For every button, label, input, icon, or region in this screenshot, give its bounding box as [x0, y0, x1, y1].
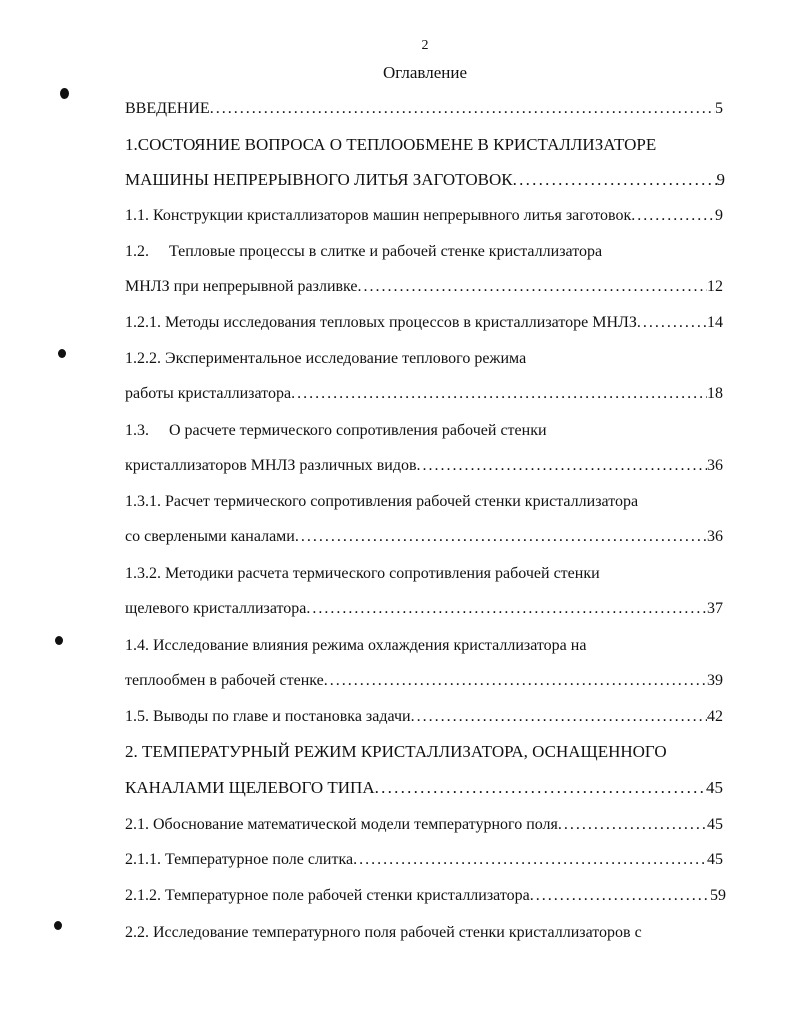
leader-dots — [411, 708, 707, 726]
toc-entry: 1.СОСТОЯНИЕ ВОПРОСА О ТЕПЛООБМЕНЕ В КРИСТАЛЛИЗАТОРЕ — [125, 135, 657, 154]
toc-entry: 1.3. О расчете термического сопротивления рабочей стенки — [125, 422, 547, 439]
scan-speck — [54, 921, 62, 930]
toc-entry — [125, 385, 723, 403]
toc-entry: 1.4. Исследование влияния режима охлаждения кристаллизатора на — [125, 637, 587, 654]
toc-entry-page: 14 — [707, 314, 723, 331]
toc-entry-text: ВВЕДЕНИЕ — [125, 100, 210, 117]
toc-entry — [125, 708, 723, 726]
toc-title: Оглавление — [383, 63, 467, 82]
toc-entry — [125, 816, 723, 834]
toc-entry — [125, 672, 723, 690]
toc-entry — [125, 100, 723, 118]
toc-entry-page: 59 — [710, 887, 726, 904]
toc-entry-text: 2.1.1. Температурное поле слитка — [125, 851, 354, 868]
toc-entry — [125, 278, 723, 296]
toc-entry-page: 36 — [707, 528, 723, 545]
toc-entry-text: 2.1.2. Температурное поле рабочей стенки кристаллизатора — [125, 887, 530, 904]
toc-entry-page: 12 — [707, 278, 723, 295]
scan-speck — [58, 349, 66, 358]
page-number: 2 — [421, 38, 429, 53]
leader-dots — [353, 851, 707, 869]
leader-dots — [210, 100, 715, 118]
toc-entry-page: 37 — [707, 600, 723, 617]
toc-entry — [125, 170, 725, 190]
leader-dots — [558, 816, 707, 834]
toc-entry: 1.2. Тепловые процессы в слитке и рабочей стенке кристаллизатора — [125, 243, 603, 260]
toc-entry-page: 9 — [715, 207, 723, 224]
toc-entry-text: 1.2.1. Методы исследования тепловых процессов в кристаллизаторе МНЛЗ — [125, 314, 637, 331]
toc-entry-text: КАНАЛАМИ ЩЕЛЕВОГО ТИПА — [125, 778, 375, 797]
leader-dots — [291, 385, 707, 403]
toc-entry — [125, 528, 723, 546]
toc-entry — [125, 778, 723, 798]
leader-dots — [530, 887, 710, 905]
leader-dots — [306, 600, 707, 618]
toc-entry: 2. ТЕМПЕРАТУРНЫЙ РЕЖИМ КРИСТАЛЛИЗАТОРА, ОСНАЩЕННОГО — [125, 742, 667, 761]
toc-entry-text: МАШИНЫ НЕПРЕРЫВНОГО ЛИТЬЯ ЗАГОТОВОК — [125, 170, 513, 189]
toc-entry-page: 5 — [715, 100, 723, 117]
toc-entry: 1.2.2. Экспериментальное исследование теплового режима — [125, 350, 527, 367]
toc-entry-text: теплообмен в рабочей стенке — [125, 672, 324, 689]
scan-speck — [55, 636, 63, 645]
scan-speck — [60, 88, 69, 99]
toc-entry-text: 1.5. Выводы по главе и постановка задачи — [125, 708, 411, 725]
leader-dots — [324, 672, 707, 690]
toc-entry — [125, 600, 723, 618]
toc-entry-page: 36 — [707, 457, 723, 474]
leader-dots — [631, 207, 715, 225]
toc-entry-text: кристаллизаторов МНЛЗ различных видов — [125, 457, 417, 474]
toc-entry-text: работы кристаллизатора — [125, 385, 292, 402]
toc-entry: 1.3.2. Методики расчета термического сопротивления рабочей стенки — [125, 565, 600, 582]
toc-entry-page: 39 — [707, 672, 723, 689]
leader-dots — [417, 457, 707, 475]
toc-entry — [125, 851, 723, 869]
toc-entry-page: 45 — [707, 851, 723, 868]
toc-entry-text: 2.1. Обоснование математической модели температурного поля — [125, 816, 558, 833]
toc-entry — [125, 314, 723, 332]
toc-entry — [125, 457, 723, 475]
leader-dots — [375, 778, 706, 798]
leader-dots — [295, 528, 707, 546]
toc-entry-page: 9 — [716, 170, 725, 189]
leader-dots — [513, 170, 717, 190]
toc-entry — [125, 887, 726, 905]
toc-entry: 2.2. Исследование температурного поля рабочей стенки кристаллизаторов с — [125, 924, 642, 941]
leader-dots — [358, 278, 707, 296]
toc-entry-text: МНЛЗ при непрерывной разливке — [125, 278, 358, 295]
toc-entry-text: со сверлеными каналами — [125, 528, 295, 545]
toc-entry-text: 1.1. Конструкции кристаллизаторов машин непрерывного литья заготовок — [125, 207, 632, 224]
toc-entry — [125, 207, 723, 225]
toc-entry-text: щелевого кристаллизатора — [125, 600, 307, 617]
toc-entry-page: 45 — [707, 816, 723, 833]
toc-entry-page: 42 — [707, 708, 723, 725]
toc-entry-page: 18 — [707, 385, 723, 402]
toc-entry-page: 45 — [706, 778, 723, 797]
toc-entry: 1.3.1. Расчет термического сопротивления рабочей стенки кристаллизатора — [125, 493, 639, 510]
leader-dots — [637, 314, 707, 332]
